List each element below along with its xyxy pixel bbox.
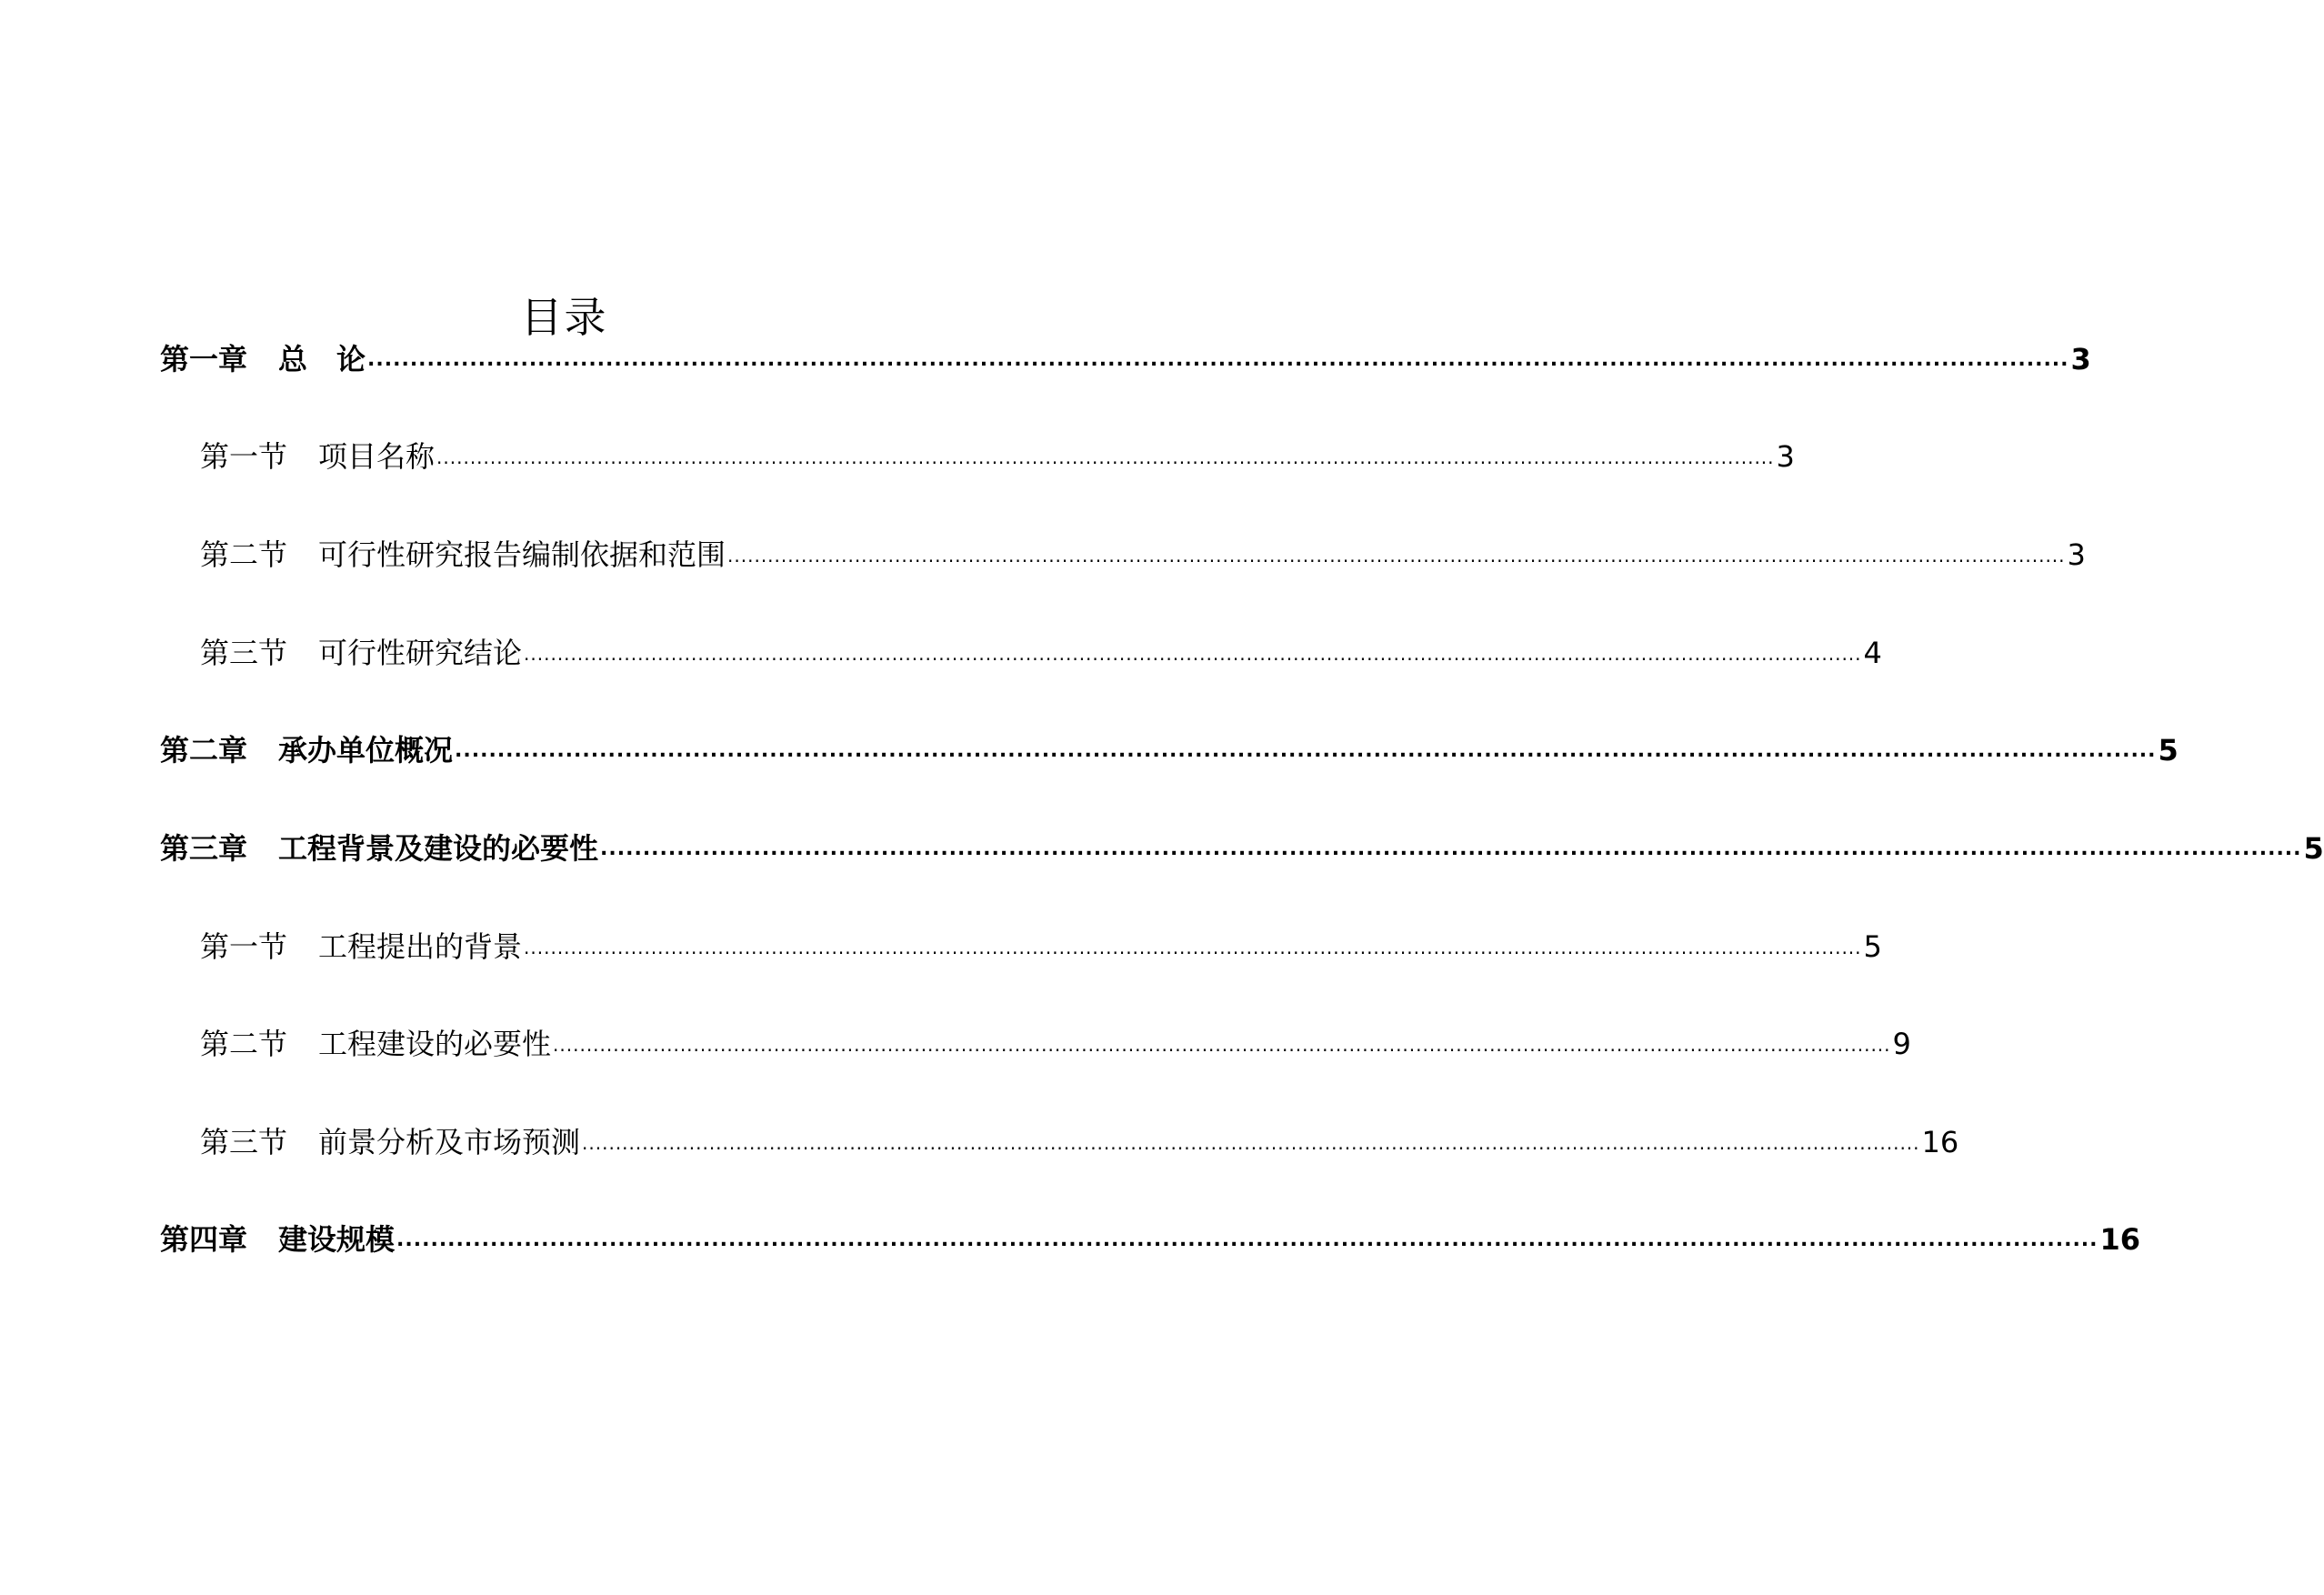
toc-entry-number: 第一章 xyxy=(160,342,248,376)
toc-entry-label xyxy=(160,1221,395,1258)
toc-dot-leader: ........................................................................................................................................................................................................ xyxy=(553,1034,1891,1056)
toc-entry-page: 3 xyxy=(2067,537,2086,572)
toc-entry-number: 第二节 xyxy=(200,1027,288,1061)
toc-entry-label xyxy=(160,830,598,867)
toc-entry-section-1-1[interactable] xyxy=(200,438,1795,475)
toc-entry-label xyxy=(200,928,522,965)
toc-entry-page: 16 xyxy=(1921,1125,1959,1159)
toc-dot-leader: ........................................................................................................................................................................................................ xyxy=(436,446,1775,468)
toc-entry-number: 第三节 xyxy=(200,636,288,670)
toc-entry-number: 第三节 xyxy=(200,1125,288,1159)
toc-entry-chapter-4[interactable] xyxy=(160,1221,2141,1258)
toc-entry-label xyxy=(160,341,366,377)
toc-entry-number: 第一节 xyxy=(200,929,288,964)
toc-dot-leader: ........................................................................................................................................................................................................ xyxy=(524,643,1862,665)
toc-entry-label xyxy=(200,635,522,671)
toc-entry-chapter-1[interactable] xyxy=(160,341,2091,377)
toc-entry-page: 5 xyxy=(2158,733,2179,767)
toc-entry-number: 第一节 xyxy=(200,439,288,474)
toc-entry-title: 工程提出的背景 xyxy=(318,929,523,964)
toc-entry-page: 16 xyxy=(2099,1222,2141,1257)
toc-entry-number: 第二节 xyxy=(200,537,288,572)
toc-dot-leader: ........................................................................................................................................................................................................ xyxy=(600,838,2302,860)
toc-entry-title: 前景分析及市场预测 xyxy=(318,1125,581,1159)
toc-entry-chapter-3[interactable] xyxy=(160,830,2324,867)
toc-entry-section-1-3[interactable] xyxy=(200,635,1882,671)
toc-entry-section-3-1[interactable] xyxy=(200,928,1882,965)
toc-entry-page: 5 xyxy=(1863,929,1882,964)
toc-entry-label xyxy=(200,438,435,475)
toc-entry-title: 承办单位概况 xyxy=(278,733,454,767)
toc-entry-page: 3 xyxy=(1776,439,1795,474)
toc-entry-page: 5 xyxy=(2303,831,2324,866)
toc-entry-number: 第二章 xyxy=(160,733,248,767)
toc-entry-label xyxy=(200,1124,580,1160)
toc-entry-number: 第三章 xyxy=(160,831,248,866)
toc-entry-section-3-3[interactable] xyxy=(200,1124,1959,1160)
toc-entry-section-3-2[interactable] xyxy=(200,1026,1911,1062)
toc-entry-section-1-2[interactable] xyxy=(200,537,2086,573)
toc-dot-leader: ........................................................................................................................................................................................................ xyxy=(367,348,2069,371)
toc-dot-leader: ........................................................................................................................................................................................................ xyxy=(455,739,2157,762)
toc-entry-page: 9 xyxy=(1892,1027,1911,1061)
toc-entry-title: 可行性研究报告编制依据和范围 xyxy=(318,537,726,572)
toc-entry-label xyxy=(200,1026,551,1062)
toc-entry-page: 4 xyxy=(1863,636,1882,670)
toc-dot-leader: ........................................................................................................................................................................................................ xyxy=(582,1132,1920,1154)
toc-entry-title: 可行性研究结论 xyxy=(318,636,523,670)
toc-entry-title: 总 论 xyxy=(278,342,366,376)
toc-entry-page: 3 xyxy=(2070,342,2091,376)
toc-dot-leader: ........................................................................................................................................................................................................ xyxy=(727,545,2066,567)
toc-entry-title: 工程背景及建设的必要性 xyxy=(278,831,599,866)
toc-entry-label xyxy=(160,732,453,768)
toc-entry-chapter-2[interactable] xyxy=(160,732,2179,768)
toc-dot-leader: ........................................................................................................................................................................................................ xyxy=(396,1229,2099,1251)
toc-entry-label xyxy=(200,537,726,573)
toc-dot-leader: ........................................................................................................................................................................................................ xyxy=(524,937,1862,958)
toc-entry-title: 工程建设的必要性 xyxy=(318,1027,552,1061)
toc-entry-number: 第四章 xyxy=(160,1222,248,1257)
toc-entry-title: 项目名称 xyxy=(318,439,436,474)
toc-entry-title: 建设规模 xyxy=(278,1222,396,1257)
page-title: 目录 xyxy=(520,292,608,342)
